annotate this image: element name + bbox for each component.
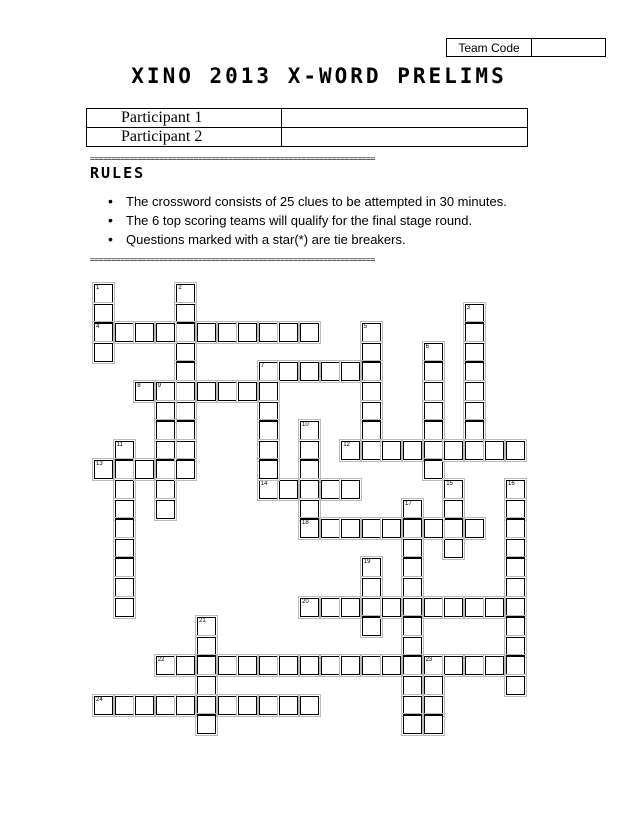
crossword-cell[interactable] <box>403 715 422 734</box>
crossword-cell[interactable] <box>259 656 278 675</box>
crossword-cell[interactable] <box>403 500 422 519</box>
crossword-cell[interactable] <box>300 362 319 381</box>
crossword-cell[interactable] <box>115 558 134 577</box>
crossword-cell[interactable] <box>341 362 360 381</box>
clue-number: 19 <box>363 559 371 566</box>
participant-label: Participant 2 <box>87 128 282 147</box>
separator-bottom: ================================================================== <box>90 256 375 264</box>
crossword-cell[interactable] <box>300 441 319 460</box>
crossword-cell[interactable] <box>341 480 360 499</box>
crossword-cell[interactable] <box>176 382 195 401</box>
crossword-cell[interactable] <box>156 323 175 342</box>
crossword-cell[interactable] <box>485 656 504 675</box>
clue-number: 7 <box>260 363 265 370</box>
clue-number: 24 <box>96 696 103 703</box>
crossword-cell[interactable] <box>156 696 175 715</box>
crossword-cell[interactable] <box>362 382 381 401</box>
crossword-cell[interactable] <box>135 696 154 715</box>
crossword-cell[interactable] <box>485 441 504 460</box>
crossword-cell[interactable] <box>506 500 525 519</box>
crossword-cell[interactable] <box>176 402 195 421</box>
crossword-cell[interactable] <box>362 402 381 421</box>
crossword-cell[interactable] <box>341 656 360 675</box>
crossword-cell[interactable] <box>465 421 484 440</box>
clue-number: 2 <box>178 285 182 291</box>
crossword-cell[interactable] <box>382 519 401 538</box>
crossword-cell[interactable] <box>218 696 237 715</box>
crossword-cell[interactable] <box>300 460 319 479</box>
crossword-cell[interactable] <box>465 402 484 421</box>
crossword-cell[interactable] <box>341 441 360 460</box>
crossword-cell[interactable] <box>135 460 154 479</box>
separator-top: ================================================================== <box>90 155 375 163</box>
crossword-cell[interactable] <box>259 460 278 479</box>
crossword-cell[interactable] <box>218 382 237 401</box>
crossword-cell[interactable] <box>94 460 113 479</box>
clue-number: 3 <box>466 304 471 311</box>
crossword-cell[interactable] <box>156 656 175 675</box>
crossword-cell[interactable] <box>321 656 340 675</box>
participant-label: Participant 1 <box>87 109 282 128</box>
crossword-cell[interactable] <box>424 676 443 695</box>
clue-number: 5 <box>363 324 368 331</box>
crossword-cell[interactable] <box>321 519 340 538</box>
crossword-cell[interactable] <box>424 382 443 401</box>
crossword-cell[interactable] <box>115 323 134 342</box>
crossword-cell[interactable] <box>115 500 134 519</box>
crossword-cell[interactable] <box>506 519 525 538</box>
crossword-cell[interactable] <box>259 480 278 499</box>
crossword-cell[interactable] <box>444 656 463 675</box>
crossword-cell[interactable] <box>197 676 216 695</box>
crossword-cell[interactable] <box>279 696 298 715</box>
clue-number: 10 <box>302 422 309 429</box>
crossword-cell[interactable] <box>506 617 525 636</box>
crossword-cell[interactable] <box>115 696 134 715</box>
crossword-cell[interactable] <box>444 441 463 460</box>
crossword-cell[interactable] <box>176 696 195 715</box>
crossword-cell[interactable] <box>259 421 278 440</box>
crossword-cell[interactable] <box>176 460 195 479</box>
crossword-cell[interactable] <box>506 578 525 597</box>
crossword-cell[interactable] <box>300 696 319 715</box>
crossword-cell[interactable] <box>115 598 134 617</box>
crossword-cell[interactable] <box>506 637 525 656</box>
crossword-cell[interactable] <box>362 519 381 538</box>
crossword-cell[interactable] <box>403 519 422 538</box>
crossword-cell[interactable] <box>382 441 401 460</box>
crossword-cell[interactable] <box>321 480 340 499</box>
crossword-cell[interactable] <box>424 441 443 460</box>
crossword-cell[interactable] <box>300 480 319 499</box>
crossword-cell[interactable] <box>506 558 525 577</box>
crossword-cell[interactable] <box>115 519 134 538</box>
crossword-cell[interactable] <box>485 598 504 617</box>
crossword-cell[interactable] <box>506 441 525 460</box>
crossword-cell[interactable] <box>197 323 216 342</box>
crossword-cell[interactable] <box>135 323 154 342</box>
crossword-cell[interactable] <box>403 578 422 597</box>
crossword-cell[interactable] <box>115 480 134 499</box>
crossword-cell[interactable] <box>176 343 195 362</box>
clue-number: 8 <box>137 383 141 389</box>
crossword-cell[interactable] <box>176 441 195 460</box>
crossword-cell[interactable] <box>197 617 216 636</box>
crossword-cell[interactable] <box>259 441 278 460</box>
crossword-cell[interactable] <box>197 715 216 734</box>
clue-number: 18 <box>302 520 309 527</box>
crossword-cell[interactable] <box>444 598 463 617</box>
crossword-cell[interactable] <box>403 696 422 715</box>
crossword-cell[interactable] <box>362 558 381 577</box>
crossword-cell[interactable] <box>403 558 422 577</box>
rule-item: • The crossword consists of 25 clues to be attempted in 30 minutes. <box>106 192 507 211</box>
crossword-cell[interactable] <box>176 421 195 440</box>
crossword-cell[interactable] <box>94 343 113 362</box>
crossword-cell[interactable] <box>197 656 216 675</box>
crossword-cell[interactable] <box>403 676 422 695</box>
crossword-cell[interactable] <box>218 656 237 675</box>
crossword-cell[interactable] <box>300 519 319 538</box>
crossword-cell[interactable] <box>424 362 443 381</box>
crossword-cell[interactable] <box>259 382 278 401</box>
crossword-cell[interactable] <box>465 441 484 460</box>
crossword-cell[interactable] <box>321 598 340 617</box>
clue-number: 9 <box>157 383 162 389</box>
crossword-cell[interactable] <box>424 696 443 715</box>
clue-number: 22 <box>157 657 165 664</box>
crossword-cell[interactable] <box>465 362 484 381</box>
clue-number: 17 <box>405 500 412 507</box>
crossword-cell[interactable] <box>465 519 484 538</box>
crossword-cell[interactable] <box>444 519 463 538</box>
crossword-cell[interactable] <box>176 656 195 675</box>
clue-number: 16 <box>508 481 515 487</box>
crossword-cell[interactable] <box>465 382 484 401</box>
crossword-cell[interactable] <box>218 323 237 342</box>
crossword-cell[interactable] <box>156 480 175 499</box>
crossword-cell[interactable] <box>424 343 443 362</box>
crossword-cell[interactable] <box>238 656 257 675</box>
crossword-cell[interactable] <box>362 343 381 362</box>
crossword-cell[interactable] <box>300 323 319 342</box>
crossword-cell[interactable] <box>197 696 216 715</box>
clue-number: 21 <box>199 618 206 625</box>
page-title: XINO 2013 X-WORD PRELIMS <box>131 64 507 88</box>
crossword-cell[interactable] <box>259 402 278 421</box>
crossword-cell[interactable] <box>259 696 278 715</box>
crossword-cell[interactable] <box>403 539 422 558</box>
crossword-cell[interactable] <box>135 382 154 401</box>
crossword-cell[interactable] <box>424 598 443 617</box>
crossword-cell[interactable] <box>362 323 381 342</box>
crossword-cell[interactable] <box>176 323 195 342</box>
crossword-cell[interactable] <box>156 382 175 401</box>
crossword-cell[interactable] <box>156 441 175 460</box>
crossword-cell[interactable] <box>362 617 381 636</box>
crossword-cell[interactable] <box>238 382 257 401</box>
team-code-label: Team Code <box>447 39 532 56</box>
crossword-cell[interactable] <box>424 519 443 538</box>
clue-number: 13 <box>96 461 103 468</box>
crossword-cell[interactable] <box>465 343 484 362</box>
crossword-cell[interactable] <box>362 578 381 597</box>
rule-item: • Questions marked with a star(*) are tie breakers. <box>106 230 507 249</box>
crossword-cell[interactable] <box>382 598 401 617</box>
crossword-cell[interactable] <box>156 500 175 519</box>
crossword-cell[interactable] <box>382 656 401 675</box>
crossword-cell[interactable] <box>94 304 113 323</box>
crossword-cell[interactable] <box>279 323 298 342</box>
clue-number: 6 <box>425 343 429 350</box>
clue-number: 11 <box>116 441 123 448</box>
clue-number: 23 <box>425 657 433 664</box>
crossword-cell[interactable] <box>94 696 113 715</box>
crossword-cell[interactable] <box>424 460 443 479</box>
crossword-cell[interactable] <box>506 676 525 695</box>
crossword-cell[interactable] <box>403 656 422 675</box>
crossword-cell[interactable] <box>279 656 298 675</box>
crossword-cell[interactable] <box>341 519 360 538</box>
crossword-cell[interactable] <box>176 362 195 381</box>
crossword-cell[interactable] <box>279 480 298 499</box>
crossword-cell[interactable] <box>424 715 443 734</box>
clue-number: 20 <box>302 598 309 605</box>
crossword-cell[interactable] <box>300 500 319 519</box>
crossword-cell[interactable] <box>156 460 175 479</box>
clue-number: 15 <box>446 481 453 487</box>
clue-number: 12 <box>343 441 350 448</box>
crossword-cell[interactable] <box>362 598 381 617</box>
crossword-cell[interactable] <box>176 284 195 303</box>
clue-number: 14 <box>260 481 268 487</box>
crossword-cell[interactable] <box>94 323 113 342</box>
crossword-cell[interactable] <box>238 696 257 715</box>
crossword-cell[interactable] <box>115 578 134 597</box>
crossword-cell[interactable] <box>424 421 443 440</box>
crossword-cell[interactable] <box>465 598 484 617</box>
crossword-cell[interactable] <box>506 480 525 499</box>
crossword-cell[interactable] <box>259 362 278 381</box>
crossword-cell[interactable] <box>156 421 175 440</box>
crossword-cell[interactable] <box>115 539 134 558</box>
crossword-cell[interactable] <box>94 284 113 303</box>
crossword-cell[interactable] <box>506 656 525 675</box>
crossword-cell[interactable] <box>465 656 484 675</box>
crossword-cell[interactable] <box>424 402 443 421</box>
crossword-cell[interactable] <box>465 304 484 323</box>
crossword-cell[interactable] <box>403 617 422 636</box>
crossword-cell[interactable] <box>197 637 216 656</box>
clue-number: 4 <box>96 324 100 331</box>
crossword-cell[interactable] <box>115 441 134 460</box>
crossword-cell[interactable] <box>115 460 134 479</box>
crossword-cell[interactable] <box>300 598 319 617</box>
clue-number: 1 <box>96 285 100 291</box>
crossword-cell[interactable] <box>444 500 463 519</box>
crossword-cell[interactable] <box>238 323 257 342</box>
crossword-cell[interactable] <box>300 656 319 675</box>
crossword-cell[interactable] <box>465 323 484 342</box>
crossword-cell[interactable] <box>506 539 525 558</box>
crossword-cell[interactable] <box>403 598 422 617</box>
crossword-cell[interactable] <box>444 480 463 499</box>
crossword-cell[interactable] <box>403 441 422 460</box>
rules-heading: RULES <box>90 164 146 182</box>
crossword-cell[interactable] <box>506 598 525 617</box>
crossword-cell[interactable] <box>197 382 216 401</box>
crossword-cell[interactable] <box>362 421 381 440</box>
crossword-cell[interactable] <box>300 421 319 440</box>
crossword-cell[interactable] <box>176 304 195 323</box>
crossword-cell[interactable] <box>156 402 175 421</box>
crossword-cell[interactable] <box>424 656 443 675</box>
crossword-cell[interactable] <box>403 637 422 656</box>
crossword-cell[interactable] <box>362 656 381 675</box>
crossword-cell[interactable] <box>362 362 381 381</box>
crossword-cell[interactable] <box>444 539 463 558</box>
crossword-cell[interactable] <box>362 441 381 460</box>
crossword-cell[interactable] <box>321 362 340 381</box>
rule-item: • The 6 top scoring teams will qualify for the final stage round. <box>106 211 507 230</box>
crossword-cell[interactable] <box>259 323 278 342</box>
crossword-cell[interactable] <box>341 598 360 617</box>
crossword-cell[interactable] <box>279 362 298 381</box>
